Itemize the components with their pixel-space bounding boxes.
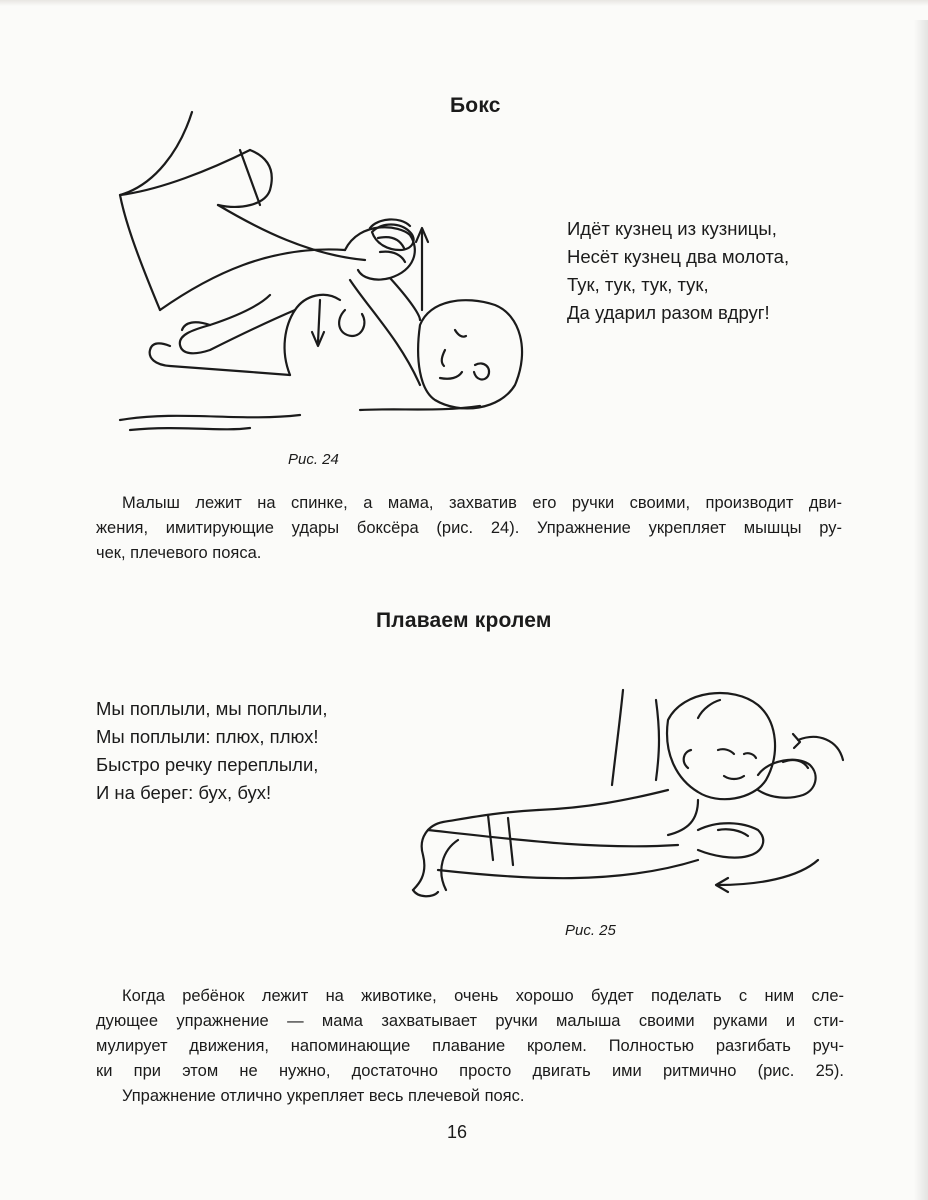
paragraph-line: чек, плечевого пояса. — [96, 544, 262, 562]
illustration-boxing — [100, 110, 540, 450]
poem-line: Быстро речку переплыли, — [96, 754, 319, 775]
figure-caption-24: Рис. 24 — [288, 451, 339, 468]
paragraph-line: Малыш лежит на спинке, а мама, захватив его ручки своими, производит дви- — [122, 494, 842, 512]
poem-line: Да ударил разом вдруг! — [567, 302, 770, 323]
figure-caption-25: Рис. 25 — [565, 922, 616, 939]
page-number: 16 — [447, 1122, 468, 1142]
paragraph-line: Упражнение отлично укрепляет весь плечевой пояс. — [122, 1087, 525, 1105]
paragraph-line: дующее упражнение — мама захватывает ручки малыша своими руками и сти- — [96, 1012, 844, 1030]
poem-line: Мы поплыли: плюх, плюх! — [96, 726, 319, 747]
paragraph-boxing — [96, 491, 842, 566]
poem-line: И на берег: бух, бух! — [96, 782, 272, 803]
section-title-boxing: Бокс — [450, 94, 501, 117]
poem-line: Несёт кузнец два молота, — [567, 246, 790, 267]
paragraph-line: Когда ребёнок лежит на животике, очень хорошо будет поделать с ним сле- — [122, 987, 844, 1005]
paragraph-line: жения, имитирующие удары боксёра (рис. 24). Упражнение укрепляет мышцы ру- — [96, 519, 842, 537]
poem-boxing — [567, 215, 789, 327]
page-top-edge — [0, 0, 928, 6]
section-title-crawl: Плаваем кролем — [376, 609, 552, 632]
paragraph-line: мулирует движения, напоминающие плавание кролем. Полностью разгибать руч- — [96, 1037, 844, 1055]
paragraph-crawl — [96, 984, 844, 1109]
illustration-crawl — [398, 680, 868, 910]
poem-line: Идёт кузнец из кузницы, — [567, 218, 777, 239]
poem-line: Тук, тук, тук, тук, — [567, 274, 709, 295]
paragraph-line: ки при этом не нужно, достаточно просто двигать ими ритмично (рис. 25). — [96, 1062, 844, 1080]
poem-line: Мы поплыли, мы поплыли, — [96, 698, 328, 719]
right-edge-shadow — [914, 20, 928, 1200]
poem-crawl — [96, 695, 328, 807]
